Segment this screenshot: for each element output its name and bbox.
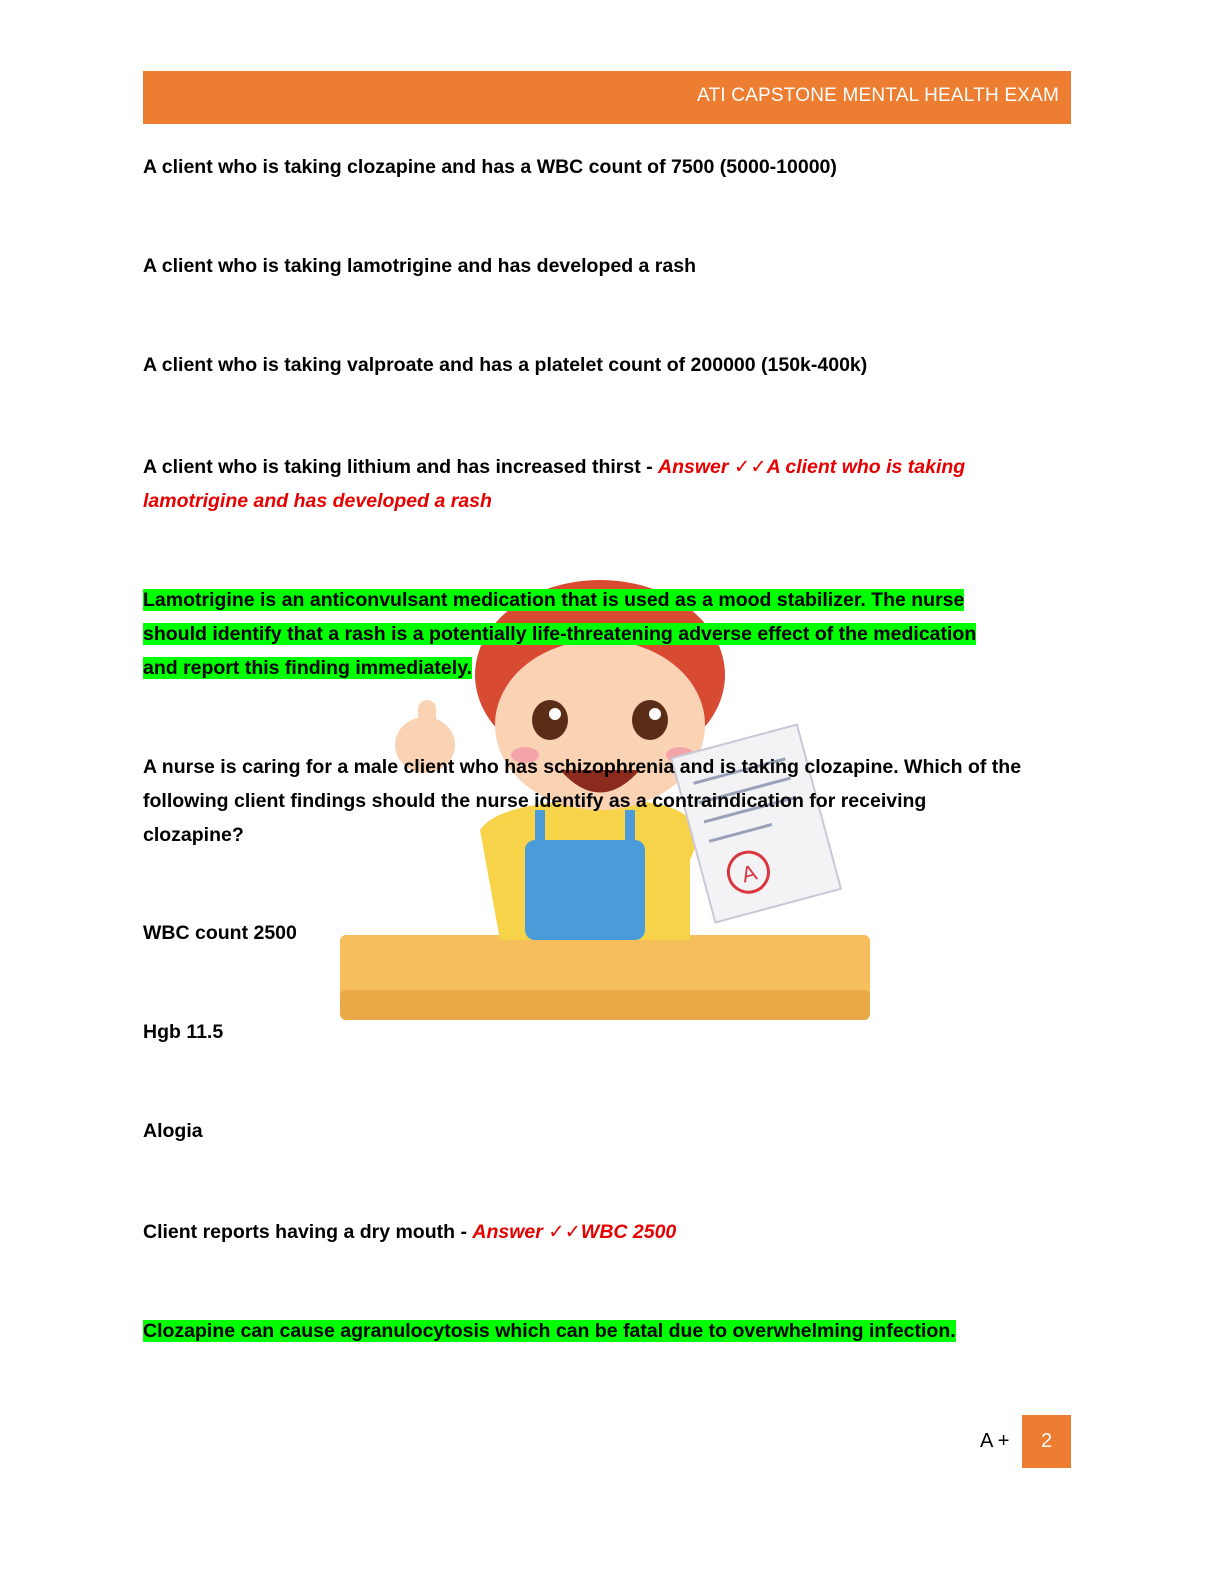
q2-stem-line-3: clozapine? — [143, 824, 244, 846]
q2-rationale: Clozapine can cause agranulocytosis which can be fatal due to overwhelming infection. — [143, 1320, 956, 1342]
q2-stem-line-1: A nurse is caring for a male client who has schizophrenia and is taking clozapine. Which of the — [143, 756, 1022, 778]
q2-option-2: Hgb 11.5 — [143, 1021, 224, 1043]
header-bar — [143, 71, 1071, 124]
q1-rationale-line-2: should identify that a rash is a potentially life-threatening adverse effect of the medication — [143, 623, 977, 645]
q2-option-1: WBC count 2500 — [143, 922, 297, 944]
q1-rationale-line-3: and report this finding immediately. — [143, 657, 473, 679]
q1-answer-line-1: Answer ✓✓A client who is taking — [658, 456, 966, 478]
page-number-box — [1022, 1415, 1071, 1468]
q2-option-3: Alogia — [143, 1120, 203, 1142]
q1-option-1: A client who is taking clozapine and has a WBC count of 7500 (5000-10000) — [143, 156, 837, 178]
q2-stem-line-2: following client findings should the nurse identify as a contraindication for receiving — [143, 790, 927, 812]
q1-option-2: A client who is taking lamotrigine and has developed a rash — [143, 255, 696, 277]
q1-option-4-text: A client who is taking lithium and has increased thirst - — [143, 456, 659, 478]
svg-text:A: A — [738, 859, 760, 888]
page-number: 2 — [1040, 1430, 1053, 1452]
header-title: ATI CAPSTONE MENTAL HEALTH EXAM — [697, 85, 1059, 106]
q1-rationale-line-1: Lamotrigine is an anticonvulsant medication that is used as a mood stabilizer. The nurse — [143, 589, 965, 611]
q1-option-3: A client who is taking valproate and has a platelet count of 200000 (150k-400k) — [143, 354, 868, 376]
overalls-shape — [525, 840, 645, 940]
q2-answer: Answer ✓✓WBC 2500 — [472, 1221, 677, 1243]
q1-answer-line-2: lamotrigine and has developed a rash — [143, 490, 492, 512]
footer-grade-label: A + — [980, 1430, 1010, 1452]
q2-option-4-text: Client reports having a dry mouth - — [143, 1221, 473, 1243]
q2-option-4 — [143, 1215, 676, 1249]
q1-option-4 — [143, 450, 965, 484]
